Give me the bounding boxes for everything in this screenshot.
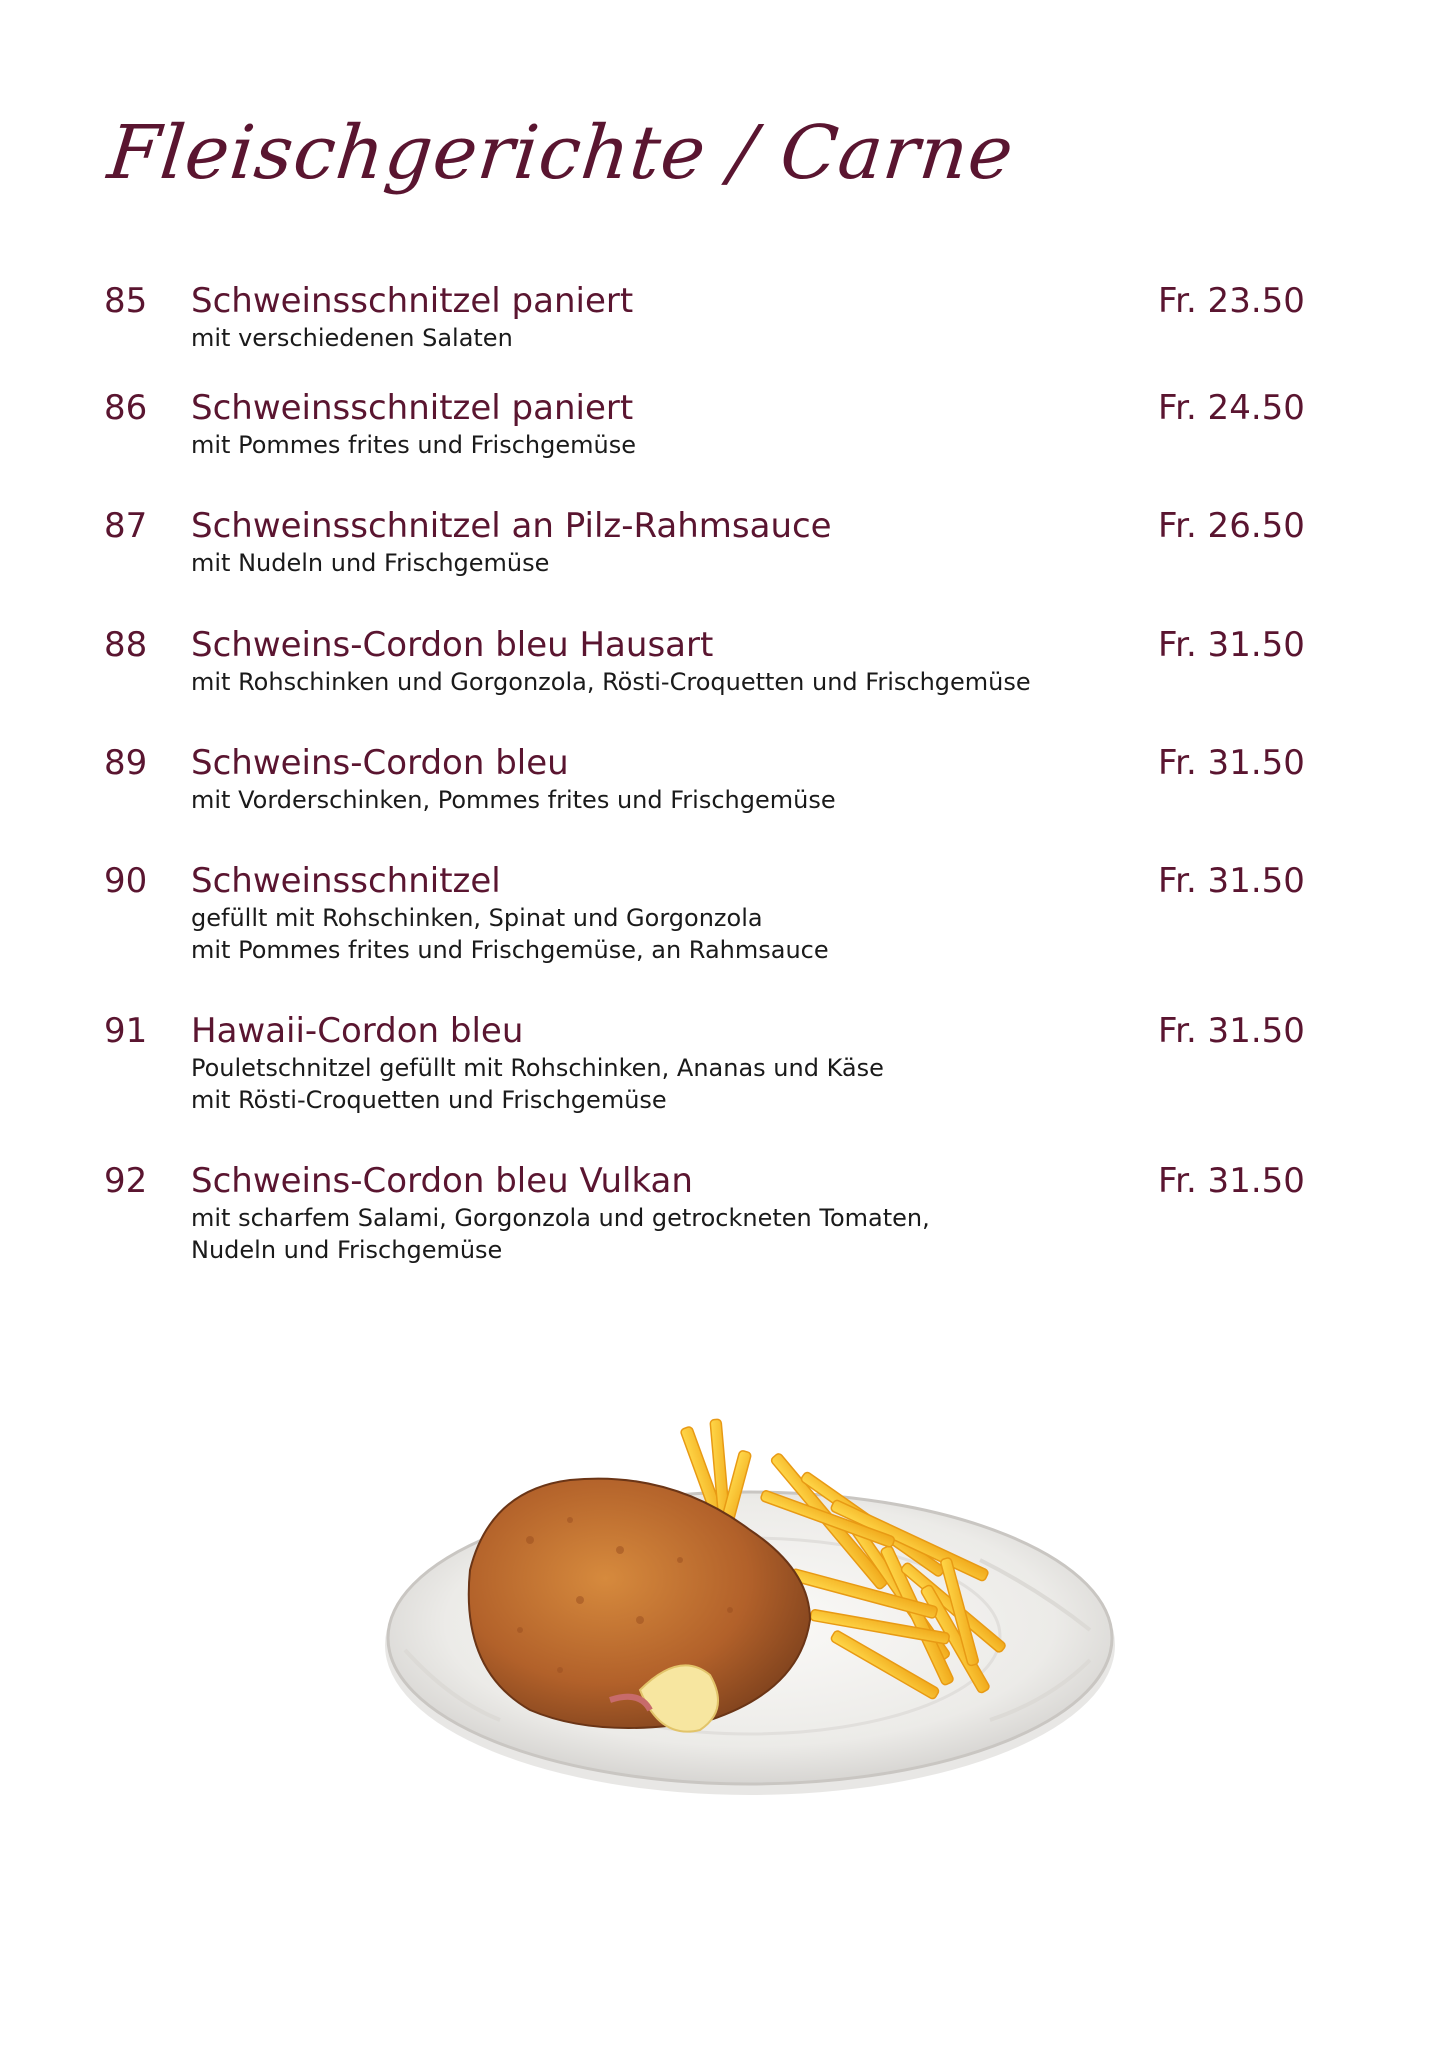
description-line: mit Pommes frites und Frischgemüse, an Rahmsauce xyxy=(191,936,829,964)
item-name: Hawaii-Cordon bleu xyxy=(191,1011,524,1051)
item-price: Fr. 31.50 xyxy=(1158,1161,1305,1201)
item-price: Fr. 26.50 xyxy=(1158,506,1305,546)
dish-photo xyxy=(380,1390,1120,1830)
description-line: gefüllt mit Rohschinken, Spinat und Gorgonzola xyxy=(191,904,763,932)
item-name: Schweinsschnitzel paniert xyxy=(191,281,634,321)
item-name: Schweins-Cordon bleu Vulkan xyxy=(191,1161,693,1201)
item-price: Fr. 31.50 xyxy=(1158,1011,1305,1051)
item-price: Fr. 31.50 xyxy=(1158,861,1305,901)
page-title: Fleischgerichte / Carne xyxy=(104,110,1018,196)
description-line: mit verschiedenen Salaten xyxy=(191,324,513,352)
description-line: mit Nudeln und Frischgemüse xyxy=(191,549,550,577)
item-number: 89 xyxy=(104,743,148,783)
item-description xyxy=(191,547,549,579)
description-line: Nudeln und Frischgemüse xyxy=(191,1236,503,1264)
item-description xyxy=(191,1052,884,1116)
item-price: Fr. 23.50 xyxy=(1158,281,1305,321)
item-number: 91 xyxy=(104,1011,148,1051)
item-price: Fr. 24.50 xyxy=(1158,388,1305,428)
description-line: mit Rösti-Croquetten und Frischgemüse xyxy=(191,1086,667,1114)
item-description xyxy=(191,784,836,816)
item-description xyxy=(191,902,829,966)
item-name: Schweins-Cordon bleu xyxy=(191,743,569,783)
item-number: 92 xyxy=(104,1161,148,1201)
description-line: mit Pommes frites und Frischgemüse xyxy=(191,431,636,459)
item-number: 87 xyxy=(104,506,148,546)
item-name: Schweinsschnitzel xyxy=(191,861,501,901)
item-price: Fr. 31.50 xyxy=(1158,743,1305,783)
item-number: 90 xyxy=(104,861,148,901)
item-description xyxy=(191,666,1031,698)
item-description xyxy=(191,429,636,461)
description-line: mit Vorderschinken, Pommes frites und Frischgemüse xyxy=(191,786,836,814)
description-line: mit scharfem Salami, Gorgonzola und getrockneten Tomaten, xyxy=(191,1204,930,1232)
item-name: Schweinsschnitzel an Pilz-Rahmsauce xyxy=(191,506,832,546)
item-number: 88 xyxy=(104,625,148,665)
item-price: Fr. 31.50 xyxy=(1158,625,1305,665)
item-name: Schweinsschnitzel paniert xyxy=(191,388,634,428)
item-description xyxy=(191,1202,930,1266)
description-line: mit Rohschinken und Gorgonzola, Rösti-Croquetten und Frischgemüse xyxy=(191,668,1031,696)
item-name: Schweins-Cordon bleu Hausart xyxy=(191,625,714,665)
description-line: Pouletschnitzel gefüllt mit Rohschinken, Ananas und Käse xyxy=(191,1054,884,1082)
item-description xyxy=(191,322,513,354)
item-number: 86 xyxy=(104,388,148,428)
item-number: 85 xyxy=(104,281,148,321)
